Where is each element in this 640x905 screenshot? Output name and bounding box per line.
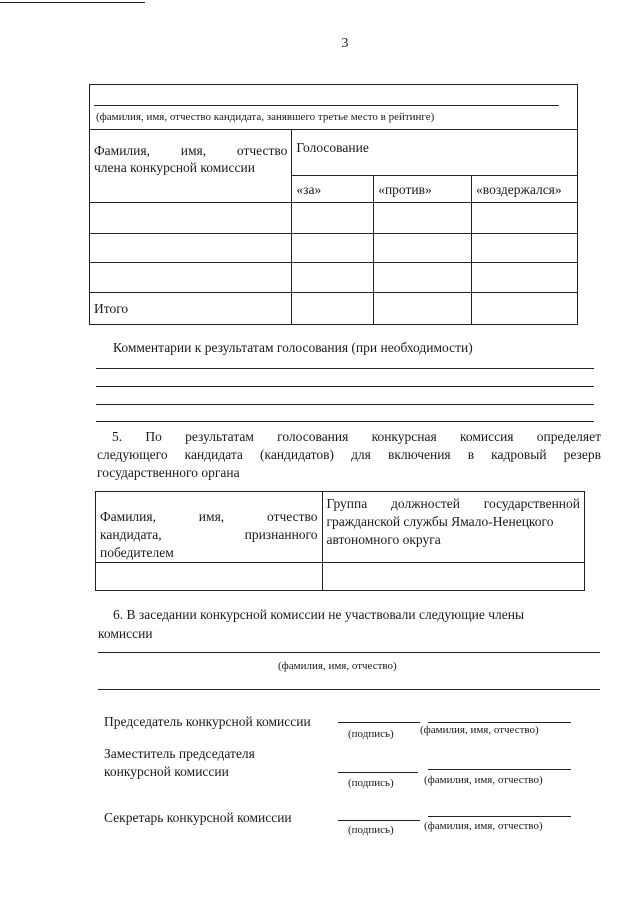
vote-abstained-header: «воздержался» [472, 176, 578, 203]
deputy-signature-line [338, 772, 418, 773]
candidate-line [94, 105, 559, 106]
vote-against-header: «против» [374, 176, 472, 203]
section5-text: 5. По результатам голосования конкурсная комиссия определяет следующего кандидата (кандидатов) для включения в кадровый резерв государственного органа [97, 429, 601, 480]
chairman-name-line [428, 722, 571, 723]
secretary-signature-line [338, 820, 420, 821]
comment-line [96, 404, 594, 405]
secretary-name-caption: (фамилия, имя, отчество) [424, 820, 543, 832]
secretary-signature-caption: (подпись) [348, 824, 394, 836]
secretary-name-line [428, 816, 571, 817]
table-row [90, 203, 578, 234]
position-group-header: Группа должностей государственной гражданской службы Ямало-Ненецкого автономного округа [322, 492, 584, 563]
total-row [90, 293, 578, 325]
deputy-signature-caption: (подпись) [348, 777, 394, 789]
total-label: Итого [90, 293, 292, 325]
comment-line [96, 368, 594, 369]
winner-name-header: Фамилия, имя, отчество кандидата, признанного победителем [96, 492, 323, 563]
top-cut-line [0, 2, 145, 3]
page-number: 3 [341, 36, 349, 51]
secretary-label: Секретарь конкурсной комиссии [104, 810, 292, 825]
member-name-header: Фамилия, имя, отчество члена конкурсной комиссии [90, 130, 292, 203]
absent-members-line [98, 652, 600, 653]
winner-table [95, 491, 585, 591]
absent-members-line [98, 689, 600, 690]
comments-label: Комментарии к результатам голосования (при необходимости) [113, 340, 473, 355]
voting-table [89, 84, 578, 325]
table-row [96, 563, 585, 591]
voting-header: Голосование [292, 130, 578, 176]
chairman-signature-caption: (подпись) [348, 728, 394, 740]
table-row [90, 263, 578, 293]
chairman-name-caption: (фамилия, имя, отчество) [420, 724, 539, 736]
section6-text: 6. В заседании конкурсной комиссии не участвовали следующие члены комиссии [98, 607, 525, 641]
chairman-signature-line [338, 722, 420, 723]
candidate-caption: (фамилия, имя, отчество кандидата, занявшего третье место в рейтинге) [96, 111, 435, 123]
deputy-name-caption: (фамилия, имя, отчество) [424, 774, 543, 786]
absent-members-caption: (фамилия, имя, отчество) [278, 660, 397, 672]
table-row [90, 234, 578, 263]
vote-for-header: «за» [292, 176, 374, 203]
comment-line [96, 386, 594, 387]
deputy-label: Заместитель председателя конкурсной комиссии [104, 746, 255, 779]
chairman-label: Председатель конкурсной комиссии [104, 714, 311, 729]
candidate-cell [90, 85, 578, 130]
comment-line [96, 421, 594, 422]
deputy-name-line [428, 769, 571, 770]
